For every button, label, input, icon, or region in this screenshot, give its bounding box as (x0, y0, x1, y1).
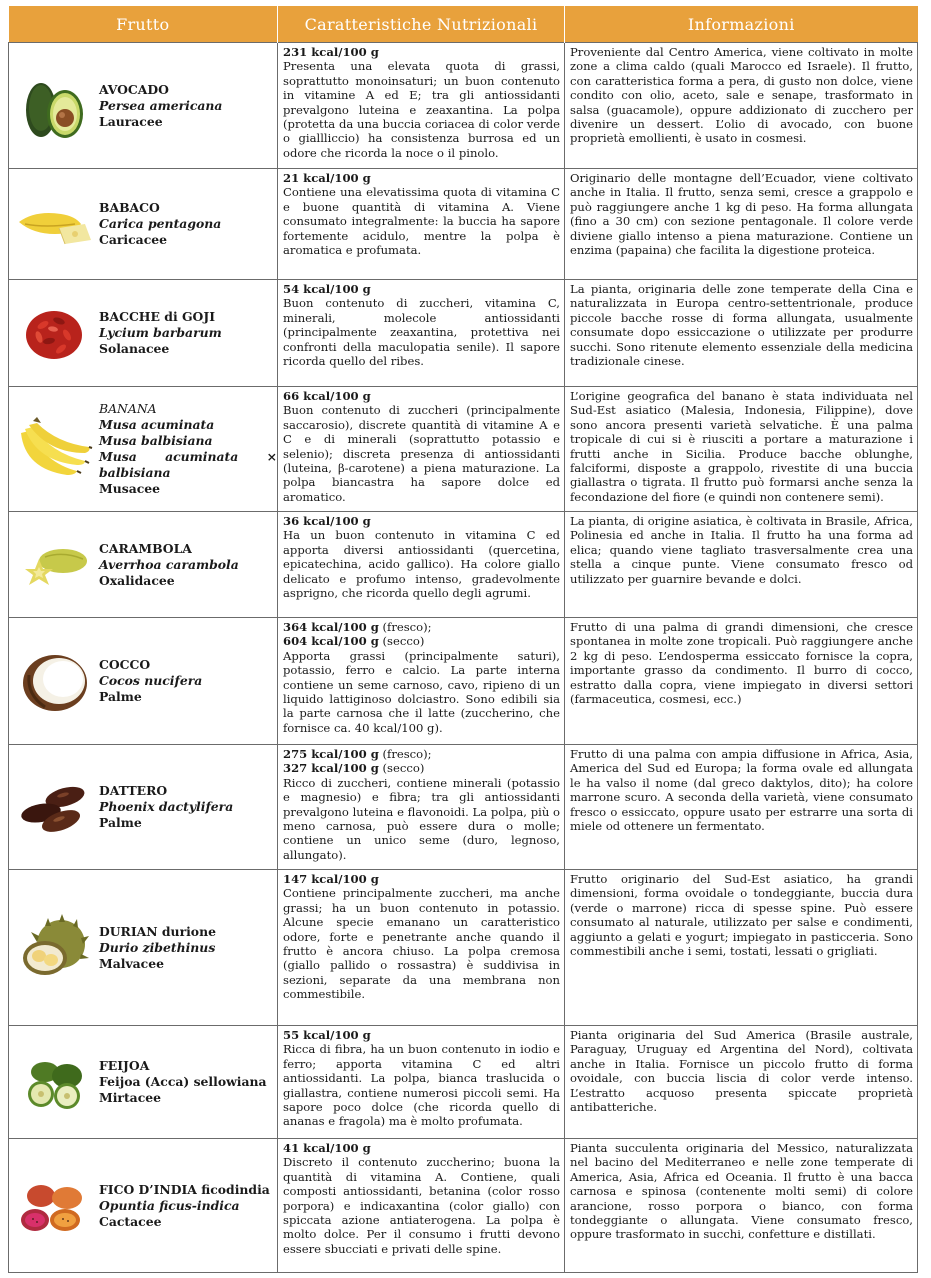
fruit-family: Lauracee (99, 113, 163, 129)
info-cell: Frutto di una palma con ampia diffusione in Africa, Asia, America del Sud ed Europa; la forma ovale ed allungata le ha valso il nome (dal greco daktylos, dito); ha colore marrone scuro. A seconda della varietà, viene consumato fresco o essiccato, oppure usato per estrarre una sorta di miele od ottenere un fermentato. (565, 745, 918, 870)
fruit-name: BABACO (99, 200, 160, 215)
info-cell: Frutto di una palma di grandi dimensioni, che cresce spontanea in molte zone tropicali. Può raggiungere anche 2 kg di peso. L’endosperma essiccato fornisce la copra, importante grasso da condimento. Il burro di cocco, estratto dalla copra, viene impiegato in diversi settori (farmaceutica, cosmesi, ecc.) (565, 618, 918, 745)
fruit-table-page (8, 6, 917, 1273)
coconut-image (15, 645, 93, 717)
table-row (9, 43, 918, 169)
fruit-name: AVOCADO (99, 81, 169, 97)
fruit-name: COCCO (99, 657, 151, 672)
fruit-scientific-name: Averrhoa carambola (99, 556, 239, 572)
nutrition-text: Contiene principalmente zuccheri, ma anche grassi; ha un buon contenuto in potassio. Alcune specie emanano un caratteristico odore, forte e penetrante anche quando il frutto è ancora chiuso. La polpa cremosa (giallo pallido o rossastra) è suddivisa in sezioni, separate da una membrana non commestibile. (283, 886, 560, 1002)
info-cell: Pianta originaria del Sud America (Brasile australe, Paraguay, Uruguay ed Argentina del Nord), coltivata anche in Italia. Fornisce un piccolo frutto di forma ovoidale, con buccia liscia di color verde intenso. L’estratto acquoso presenta spiccate proprietà antibatteriche. (565, 1026, 918, 1139)
fruit-name: DURIAN durione (99, 923, 216, 939)
nutrition-cell (278, 745, 565, 870)
nutrition-cell (278, 1026, 565, 1139)
kcal-value: 231 kcal/100 g (283, 45, 379, 59)
kcal-value: 66 kcal/100 g (283, 389, 371, 403)
nutrition-text: Buon contenuto di zuccheri (principalmente saccarosio), discrete quantità di vitamine A e C e di minerali (soprattutto potassio e selenio); discreta presenza di antiossidanti (luteina, β-carotene) a piena maturazione. La polpa biancastra ha sapore dolce ed aromatico. (283, 403, 560, 504)
nutrition-cell (278, 618, 565, 745)
nutrition-cell (278, 1139, 565, 1273)
fruit-cell (9, 512, 278, 618)
fruit-name: FICO D’INDIA ficodindia (99, 1181, 270, 1197)
kcal-value: 604 kcal/100 g (283, 634, 379, 649)
nutrition-text: Ricca di fibra, ha un buon contenuto in iodio e ferro; apporta vitamina C ed altri antiossidanti. La polpa, bianca traslucida o giallastra, contiene numerosi piccoli semi. Ha sapore poco dolce (che ricorda quello di ananas e fragola) ma è molto profumata. (283, 1042, 560, 1129)
banana-image (15, 413, 93, 485)
babaco-image (15, 188, 93, 260)
kcal-value: 21 kcal/100 g (283, 171, 371, 185)
info-cell: Pianta succulenta originaria del Messico, naturalizzata nel bacino del Mediterraneo e nelle zone temperate di America, Asia, Africa ed Oceania. Il frutto è una bacca carnosa e spinosa (contenente molti semi) di colore arancione, rosso porpora o bianco, con forma tondeggiante o allungata. Viene consumato fresco, oppure trasformato in succhi, confetture e distillati. (565, 1139, 918, 1273)
nutrition-cell (278, 43, 565, 169)
goji-berries-image (15, 297, 93, 369)
nutrition-text: Buon contenuto di zuccheri, vitamina C, minerali, molecole antiossidanti (principalmente zeaxantina, protettiva nei confronti della maculopatia senile). Il sapore ricorda quello del ribes. (283, 296, 560, 369)
table-row (9, 870, 918, 1026)
fruit-cell (9, 1026, 278, 1139)
nutrition-text: Contiene una elevatissima quota di vitamina C e buone quantità di vitamina A. Viene consumato integralmente: la buccia ha sapore fortemente acidulo, mentre la polpa è aromatica e profumata. (283, 185, 560, 258)
fruit-cell (9, 618, 278, 745)
table-row (9, 745, 918, 870)
table-row (9, 618, 918, 745)
info-cell: La pianta, di origine asiatica, è coltivata in Brasile, Africa, Polinesia ed anche in Italia. Il frutto ha una forma ad elica; quando viene tagliato trasversalmente crea una stella a cinque punte. Viene consumato fresco od utilizzato per guarnire bevande e dolci. (565, 512, 918, 618)
kcal-value: 41 kcal/100 g (283, 1141, 371, 1155)
fruit-scientific-name: Cocos nucifera (99, 673, 203, 688)
fruit-scientific-name: Persea americana (99, 97, 223, 113)
table-row (9, 169, 918, 280)
nutrition-text: Apporta grassi (principalmente saturi), potassio, ferro e calcio. La parte interna contiene un seme carnoso, cavo, ripieno di un liquido lattiginoso dolciastro. Sono edibili sia la parte carnosa che il latte (zuccherino, che fornisce ca. 40 kcal/100 g). (283, 648, 560, 735)
fruit-scientific-name: Musa acuminata (99, 417, 215, 432)
fruit-family: Malvacee (99, 955, 164, 971)
dates-image (15, 771, 93, 843)
fruit-name: FEIJOA (99, 1058, 150, 1073)
info-cell: La pianta, originaria delle zone temperate della Cina e naturalizzata in Europa centro-settentrionale, produce piccole bacche rosse di forma allungata, usualmente consumate dopo essiccazione o utilizzate per produrre succhi. Sono ritenute elemento essenziale della medicina tradizionale cinese. (565, 280, 918, 387)
kcal-note: (fresco); (378, 620, 432, 634)
table-header-row (9, 6, 918, 43)
fruit-cell (9, 745, 278, 870)
nutrition-text: Ricco di zuccheri, contiene minerali (potassio e magnesio) e fibra; tra gli antiossidanti prevalgono luteina e flavonoidi. La polpa, più o meno carnosa, può essere dura o molle; contiene un unico seme (duro, legnoso, allungato). (283, 775, 560, 862)
header-info: Informazioni (565, 6, 918, 43)
kcal-value: 327 kcal/100 g (283, 761, 379, 776)
nutrition-cell (278, 387, 565, 512)
fruit-family: Palme (99, 689, 142, 704)
durian-image (15, 912, 93, 984)
fruit-cell (9, 387, 278, 512)
table-row (9, 1139, 918, 1273)
fruit-scientific-name: Feijoa (Acca) sellowiana (99, 1074, 267, 1089)
avocado-image (15, 70, 93, 142)
fruit-name: DATTERO (99, 783, 168, 798)
kcal-value: 275 kcal/100 g (283, 747, 379, 761)
fruit-scientific-name: Durio zibethinus (99, 939, 216, 955)
fruit-scientific-name: Carica pentagona (99, 216, 222, 231)
kcal-note: (fresco); (378, 747, 432, 761)
info-cell: L’origine geografica del banano è stata individuata nel Sud-Est asiatico (Malesia, Indonesia, Filippine), dove sono ancora presenti varietà selvatiche. È una palma tropicale di cui si è riusciti a portare a maturazione i frutti anche in Sicilia. Produce bacche oblunghe, falciformi, disposte a grappolo, rivestite di una buccia giallastra o tigrata. Il frutto può formarsi anche senza la fecondazione del fiore (e quindi non contenere semi). (565, 387, 918, 512)
nutrition-text: Discreto il contenuto zuccherino; buona la quantità di vitamina A. Contiene, quali composti antiossidanti, betanina (color rosso porpora) e indicaxantina (color giallo) con spiccata azione antiaterogena. La polpa è molto dolce. Per il consumo i frutti devono essere sbucciati e privati delle spine. (283, 1155, 560, 1256)
fruit-cell (9, 1139, 278, 1273)
fruit-cell (9, 169, 278, 280)
fruit-name: CARAMBOLA (99, 540, 192, 556)
header-nutrition: Caratteristiche Nutrizionali (278, 6, 565, 43)
nutrition-text: Presenta una elevata quota di grassi, soprattutto monoinsaturi; un buon contenuto in vitamine A ed E; tra gli antiossidanti prevalgono luteina e zeaxantina. La polpa (protetta da una buccia coriacea di color verde o giallliccio) ha consistenza burrosa ed un odore che ricorda la noce o il pinolo. (283, 59, 560, 160)
kcal-value: 54 kcal/100 g (283, 282, 371, 296)
kcal-note: (secco) (378, 634, 425, 649)
fruit-family: Musacee (99, 481, 161, 496)
feijoa-image (15, 1046, 93, 1118)
fruit-family: Cactacee (99, 1213, 162, 1229)
fruit-family: Caricacee (99, 232, 168, 247)
kcal-note: (secco) (378, 761, 425, 776)
nutrition-cell (278, 280, 565, 387)
nutrition-text: Ha un buon contenuto in vitamina C ed apporta diversi antiossidanti (quercetina, epicatechina, acido gallico). Ha colore giallo delicato e profumo intenso, gradevolmente asprigno, che ricorda quello degli agrumi. (283, 528, 560, 601)
table-row (9, 280, 918, 387)
fruit-cell (9, 43, 278, 169)
fruit-table (8, 6, 918, 1273)
kcal-value: 364 kcal/100 g (283, 620, 379, 634)
nutrition-cell (278, 169, 565, 280)
carambola-image (15, 529, 93, 601)
info-cell: Originario delle montagne dell’Ecuador, viene coltivato anche in Italia. Il frutto, senza semi, cresce a grappolo e può raggiungere anche 1 kg di peso. Ha forma allungata (fino a 30 cm) con sezione pentagonale. Il colore verde diviene giallo intenso a piena maturazione. Contiene un enzima (papaina) che facilita la digestione proteica. (565, 169, 918, 280)
info-cell: Proveniente dal Centro America, viene coltivato in molte zone a clima caldo (quali Marocco ed Israele). Il frutto, con caratteristica forma a pera, di gusto non dolce, viene condito con olio, aceto, sale e senape, trasformato in salsa (guacamole), oppure addizionato di zucchero per divenire un dessert. L’olio di avocado, con buone proprietà emollienti, è usato in cosmesi. (565, 43, 918, 169)
header-fruit: Frutto (9, 6, 278, 43)
table-row (9, 512, 918, 618)
fruit-family: Mirtacee (99, 1090, 162, 1105)
fruit-name: BACCHE di GOJI (99, 309, 215, 324)
kcal-value: 36 kcal/100 g (283, 514, 371, 528)
fruit-scientific-name: Opuntia ficus-indica (99, 1197, 240, 1213)
fruit-cell (9, 870, 278, 1026)
table-row (9, 387, 918, 512)
fruit-family: Solanacee (99, 341, 170, 356)
kcal-value: 55 kcal/100 g (283, 1028, 371, 1042)
table-row (9, 1026, 918, 1139)
fruit-family: Oxalidacee (99, 572, 175, 588)
fruit-scientific-name: Musa balbisiana (99, 433, 213, 448)
fruit-cell (9, 280, 278, 387)
prickly-pear-image (15, 1170, 93, 1242)
fruit-scientific-name: Lycium barbarum (99, 325, 222, 340)
info-cell: Frutto originario del Sud-Est asiatico, ha grandi dimensioni, forma ovoidale o tondeggiante, buccia dura (verde o marrone) ricca di spesse spine. Può essere consumato al naturale, utilizzato per salse e condimenti, aggiunto a gelati e yogurt; impiegato in pasticceria. Sono commestibili anche i semi, tostati, lessati o grigliati. (565, 870, 918, 1026)
nutrition-cell (278, 512, 565, 618)
kcal-value: 147 kcal/100 g (283, 872, 379, 886)
fruit-name: BANANA (99, 401, 157, 416)
fruit-scientific-name: Phoenix dactylifera (99, 799, 234, 814)
fruit-family: Palme (99, 815, 142, 830)
fruit-scientific-name: Musa acuminata × balbisiana (99, 449, 277, 480)
nutrition-cell (278, 870, 565, 1026)
